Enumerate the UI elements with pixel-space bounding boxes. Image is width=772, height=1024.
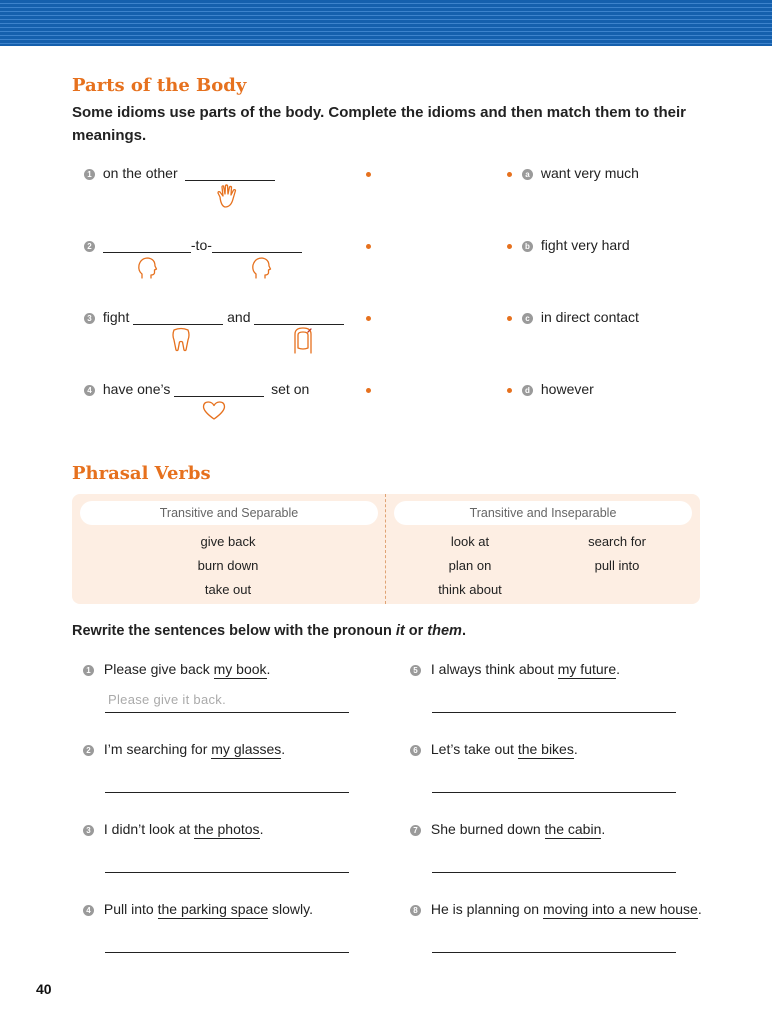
- sentence-2: [83, 741, 285, 757]
- sentence-8: [410, 901, 702, 917]
- idiom-item-3: [84, 309, 344, 325]
- sentence-underlined: the parking space: [157, 901, 269, 917]
- item-number: 2: [83, 745, 94, 756]
- table-cell: take out: [204, 582, 252, 597]
- table-header-separable: Transitive and Separable: [80, 501, 378, 525]
- sentence-text: I didn’t look at: [103, 821, 195, 837]
- idiom-text: have one’s: [102, 381, 171, 397]
- answer-line-6[interactable]: [432, 772, 676, 793]
- item-number: 1: [84, 169, 95, 180]
- instruction-them: them: [427, 623, 462, 639]
- answer-line-8[interactable]: [432, 932, 676, 953]
- table-divider: [385, 494, 386, 604]
- meaning-letter: d: [522, 385, 533, 396]
- idiom-blank[interactable]: [133, 310, 223, 325]
- section-title-phrasal-verbs: Phrasal Verbs: [72, 463, 211, 484]
- table-cell: search for: [588, 534, 646, 549]
- idiom-blank[interactable]: [212, 238, 302, 253]
- item-number: 2: [84, 241, 95, 252]
- meaning-item-a: [522, 165, 639, 181]
- instruction-it: it: [395, 623, 405, 639]
- table-cell: plan on: [448, 558, 492, 573]
- sentence-underlined: the bikes: [517, 741, 574, 757]
- answer-line-4[interactable]: [105, 932, 349, 953]
- sentence-text: Pull into: [103, 901, 158, 917]
- header-stripe-band: [0, 0, 772, 46]
- idiom-item-4: [84, 381, 309, 397]
- hand-icon: [214, 183, 242, 211]
- parts-of-body-instruction: Some idioms use parts of the body. Complete the idioms and then match them to their meanings.: [72, 104, 686, 144]
- table-cell: give back: [200, 534, 256, 549]
- idiom-text: on the other: [102, 165, 178, 181]
- heart-icon: [201, 399, 227, 421]
- sentence-text: He is planning on: [430, 901, 543, 917]
- item-number: 1: [83, 665, 94, 676]
- sentence-text: Let’s take out: [430, 741, 518, 757]
- tooth-icon: [170, 327, 192, 353]
- sentence-text: .: [281, 741, 286, 757]
- idiom-blank[interactable]: [103, 238, 191, 253]
- phrasal-verbs-table: [72, 494, 700, 604]
- sample-answer: Please give it back.: [108, 692, 227, 707]
- sentence-7: [410, 821, 605, 837]
- idiom-text: -to-: [190, 237, 212, 253]
- idiom-item-2: [84, 237, 302, 253]
- sentence-underlined: moving into a new house: [542, 901, 698, 917]
- idiom-item-1: [84, 165, 275, 181]
- sentence-3: [83, 821, 263, 837]
- answer-line-3[interactable]: [105, 852, 349, 873]
- match-dot-right-c[interactable]: [507, 316, 512, 321]
- item-number: 7: [410, 825, 421, 836]
- instruction-text: or: [404, 623, 428, 639]
- item-number: 4: [84, 385, 95, 396]
- answer-line-7[interactable]: [432, 852, 676, 873]
- table-cell: pull into: [594, 558, 640, 573]
- sentence-6: [410, 741, 578, 757]
- table-header-inseparable: Transitive and Inseparable: [394, 501, 692, 525]
- match-dot-left-2[interactable]: [366, 244, 371, 249]
- meaning-letter: b: [522, 241, 533, 252]
- table-cell: burn down: [197, 558, 259, 573]
- meaning-item-b: [522, 237, 630, 253]
- item-number: 4: [83, 905, 94, 916]
- idiom-blank[interactable]: [254, 310, 344, 325]
- meaning-text: fight very hard: [540, 237, 630, 253]
- table-cell: think about: [438, 582, 502, 597]
- match-dot-left-1[interactable]: [366, 172, 371, 177]
- answer-line-1[interactable]: [105, 692, 349, 713]
- sentence-underlined: my future: [557, 661, 617, 677]
- sentence-text: I always think about: [430, 661, 558, 677]
- sentence-underlined: my book: [213, 661, 267, 677]
- meaning-text: however: [540, 381, 594, 397]
- head-icon: [136, 256, 158, 280]
- sentence-text: Please give back: [103, 661, 214, 677]
- fingernail-icon: [292, 326, 314, 354]
- answer-line-2[interactable]: [105, 772, 349, 793]
- item-number: 8: [410, 905, 421, 916]
- meaning-letter: c: [522, 313, 533, 324]
- sentence-4: [83, 901, 313, 917]
- item-number: 3: [84, 313, 95, 324]
- idiom-blank[interactable]: [185, 166, 275, 181]
- sentence-5: [410, 661, 620, 677]
- sentence-text: .: [266, 661, 271, 677]
- sentence-1: [83, 661, 270, 677]
- idiom-text: and: [227, 309, 251, 325]
- sentence-text: She burned down: [430, 821, 545, 837]
- idiom-blank[interactable]: [174, 382, 264, 397]
- item-number: 6: [410, 745, 421, 756]
- rewrite-instruction: [72, 620, 466, 643]
- item-number: 5: [410, 665, 421, 676]
- meaning-item-d: [522, 381, 594, 397]
- instruction-text: Rewrite the sentences below with the pronoun: [72, 623, 396, 639]
- sentence-text: I’m searching for: [103, 741, 212, 757]
- table-cell: look at: [450, 534, 490, 549]
- sentence-text: .: [573, 741, 578, 757]
- idiom-text: set on: [271, 381, 310, 397]
- match-dot-left-4[interactable]: [366, 388, 371, 393]
- sentence-underlined: the cabin: [544, 821, 602, 837]
- idiom-text: fight: [102, 309, 130, 325]
- sentence-text: slowly.: [268, 901, 313, 917]
- section-title-parts-of-body: Parts of the Body: [72, 75, 247, 96]
- sentence-underlined: the photos: [194, 821, 260, 837]
- head-icon: [250, 256, 272, 280]
- sentence-text: .: [616, 661, 620, 677]
- meaning-text: want very much: [540, 165, 639, 181]
- match-dot-right-a[interactable]: [507, 172, 512, 177]
- instruction-text: .: [461, 623, 466, 639]
- match-dot-left-3[interactable]: [366, 316, 371, 321]
- match-dot-right-b[interactable]: [507, 244, 512, 249]
- page-number: 40: [36, 981, 52, 997]
- meaning-letter: a: [522, 169, 533, 180]
- meaning-text: in direct contact: [540, 309, 639, 325]
- sentence-text: .: [697, 901, 702, 917]
- item-number: 3: [83, 825, 94, 836]
- meaning-item-c: [522, 309, 639, 325]
- answer-line-5[interactable]: [432, 692, 676, 713]
- sentence-text: .: [601, 821, 606, 837]
- match-dot-right-d[interactable]: [507, 388, 512, 393]
- sentence-text: .: [259, 821, 264, 837]
- sentence-underlined: my glasses: [211, 741, 282, 757]
